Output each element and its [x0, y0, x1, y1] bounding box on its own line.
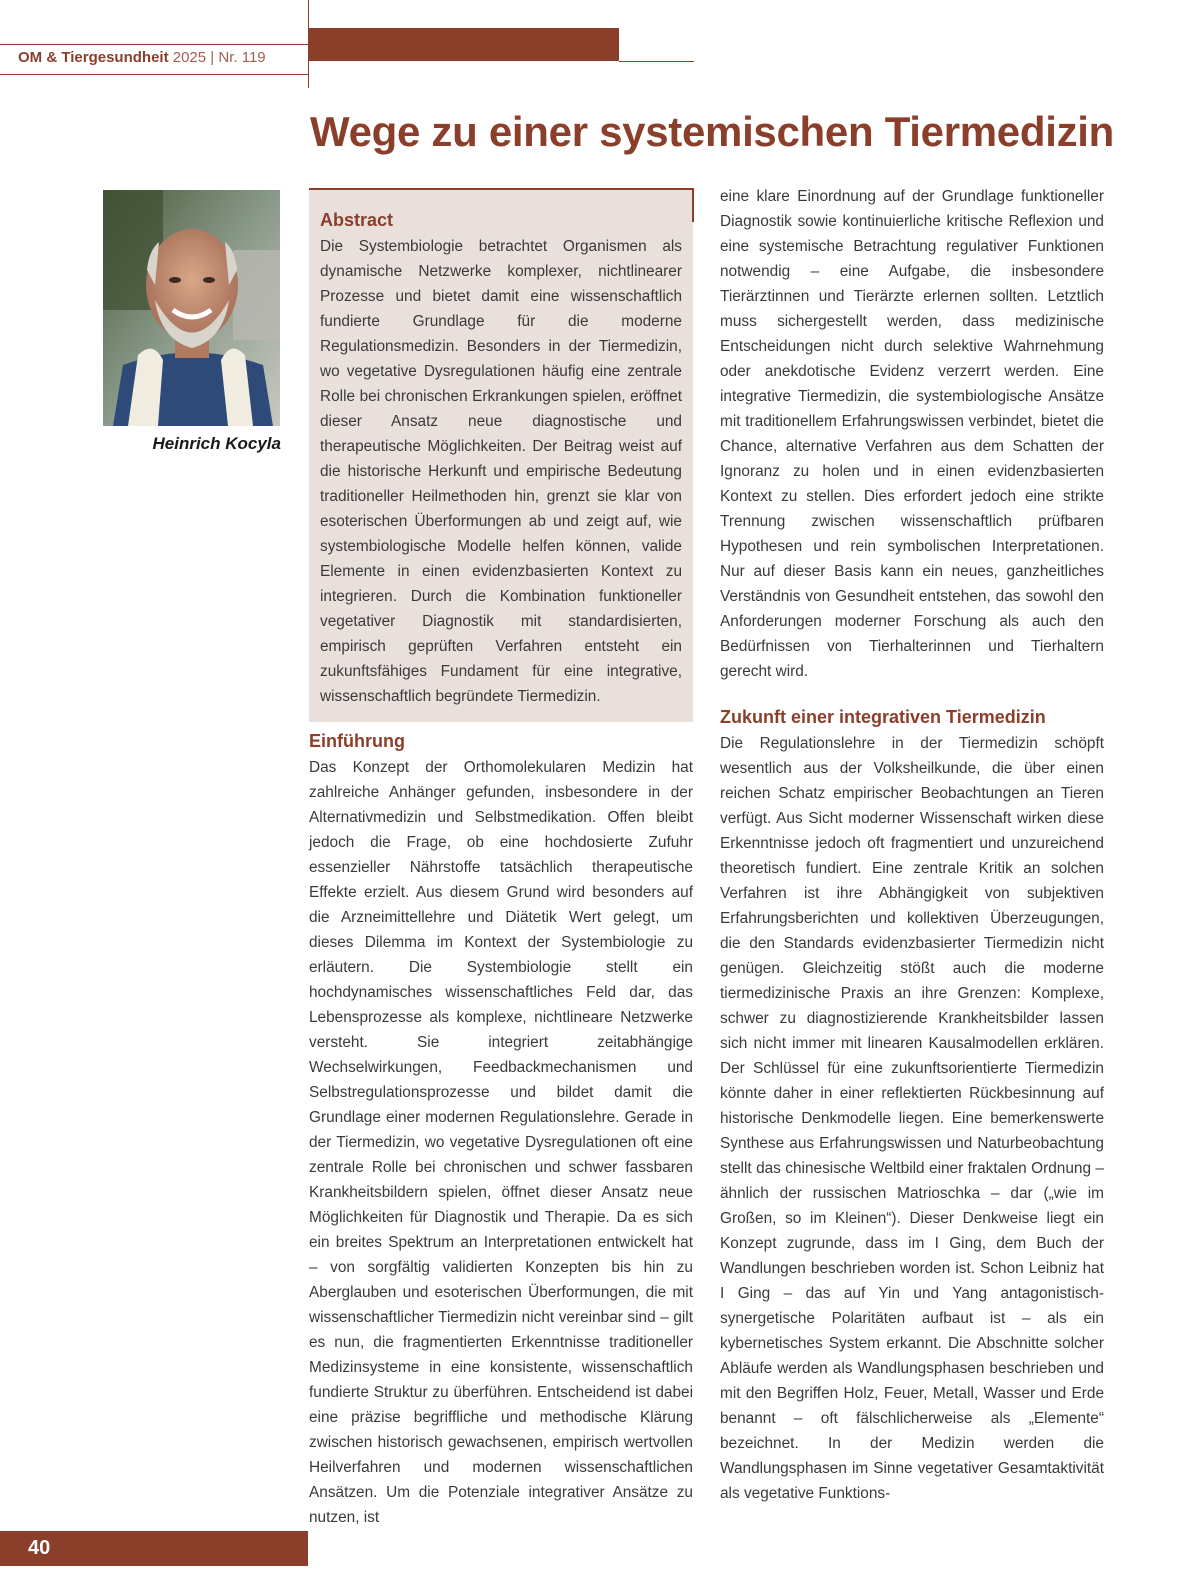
journal-year: 2025 — [172, 49, 207, 66]
future-heading: Zukunft einer integrativen Tiermedizin — [720, 707, 1046, 727]
journal-issue: Nr. 119 — [218, 49, 266, 66]
page-number: 40 — [28, 1537, 51, 1559]
header-rule-top — [0, 44, 308, 45]
abstract-text: Die Systembiologie betrachtet Organismen als dynamische Netzwerke komplexer, nichtlinearer Prozesse und bietet damit eine wissenschaftlich fundierte Grundlage für die moderne Regulationsmedizin. Besonders in der Tiermedizin, wo vegetative Dysregulationen häufig eine zentrale Rolle bei chronischen Erkrankungen spielen, eröffnet dieser Ansatz neue diagnostische und therapeutische Möglichkeiten. Der Beitrag weist auf die historische Herkunft und empirische Bedeutung traditioneller Heilmethoden hin, grenzt sie klar von esoterischen Überformungen ab und zeigt auf, wie systembiologische Modelle helfen können, valide Elemente in einen evidenzbasierten Kontext zu integrieren. Durch die Kombination funktioneller vegetativer Diagnostik mit standardisierten, empirisch geprüften Verfahren entsteht ein zukunftsfähiges Fundament für eine integrative, wissenschaftlich begründete Tiermedizin. — [320, 238, 682, 705]
header-accent-line — [619, 61, 694, 62]
abstract-heading: Abstract — [320, 210, 394, 230]
author-portrait-image — [103, 190, 280, 426]
journal-header — [18, 49, 266, 66]
future-text: Die Regulationslehre in der Tiermedizin schöpft wesentlich aus der Volksheilkunde, die über einen reichen Schatz empirischer Beobachtungen an Tieren verfügt. Aus Sicht moderner Wissenschaft wirken diese Erkenntnisse jedoch oft fragmentiert und unzureichend theoretisch fundiert. Eine zentrale Kritik an solchen Verfahren ist ihre Abhängigkeit von subjektiven Erfahrungsberichten und kollektiven Überzeugungen, die den Standards evidenzbasierter Tiermedizin nicht genügen. Gleichzeitig stößt auch die moderne tiermedizinische Praxis an ihre Grenzen: Komplexe, schwer zu diagnostizierende Krankheitsbilder lassen sich nicht immer mit linearen Kausalmodellen erklären. Der Schlüssel für eine zukunftsorientierte Tiermedizin könnte daher in einer reflektierten Rückbesinnung auf historische Denkmodelle liegen. Eine bemerkenswerte Synthese aus Erfahrungswissen und Naturbeobachtung stellt das chinesische Weltbild einer fraktalen Ordnung – ähnlich der russischen Matrioschka – dar („wie im Großen, so im Kleinen“). Dieser Denkweise liegt ein Konzept zugrunde, dass im I Ging, dem Buch der Wandlungen beschrieben worden ist. Schon Leibniz hat I Ging – das auf Yin und Yang antagonistisch-synergetische Polaritäten aufbaut ist – als ein kybernetisches System erkannt. Die Abschnitte solcher Abläufe werden als Wandlungsphasen beschrieben und mit den Begriffen Holz, Feuer, Metall, Wasser und Erde benannt – oft fälschlicherweise als „Elemente“ bezeichnet. In der Medizin werden die Wandlungsphasen im Sinne vegetativer Gesamtaktivität als vegetative Funktions- — [720, 735, 1104, 1502]
journal-separator: | — [210, 49, 215, 66]
header-accent-bar — [309, 28, 619, 61]
journal-name: OM & Tiergesundheit — [18, 49, 169, 66]
continuation-text: eine klare Einordnung auf der Grundlage funktioneller Diagnostik sowie kontinuierliche kritische Reflexion und eine systemische Betrachtung regulativer Funktionen notwendig – eine Aufgabe, die insbesondere Tierärztinnen und Tierärzte erlernen sollten. Letztlich muss sichergestellt werden, dass medizinische Entscheidungen nicht durch selektive Wahrnehmung oder anekdotische Evidenz verzerrt werden. Eine integrative Tiermedizin, die systembiologische Ansätze mit traditionellem Erfahrungswissen verbindet, bietet die Chance, alternative Verfahren aus dem Schatten der Ignoranz zu holen und in einen evidenzbasierten Kontext zu stellen. Dies erfordert jedoch eine strikte Trennung zwischen wissenschaftlich prüfbaren Hypothesen und rein symbolischen Interpretationen. Nur auf dieser Basis kann ein neues, ganzheitliches Verständnis von Gesundheit entstehen, das sowohl den Anforderungen moderner Forschung als auch den Bedürfnissen von Tierhalterinnen und Tierhaltern gerecht wird. — [720, 188, 1104, 680]
intro-text: Das Konzept der Orthomolekularen Medizin hat zahlreiche Anhänger gefunden, insbesondere in der Alternativmedizin und Selbstmedikation. Offen bleibt jedoch die Frage, ob eine hochdosierte Zufuhr essenzieller Nährstoffe tatsächlich therapeutische Effekte erzielt. Aus diesem Grund wird besonders auf die Arzneimittellehre und Diätetik Wert gelegt, um dieses Dilemma im Kontext der Systembiologie zu erläutern. Die Systembiologie stellt ein hochdynamisches wissenschaftliches Feld dar, das Lebensprozesse als komplexe, nichtlineare Netzwerke versteht. Sie integriert zeitabhängige Wechselwirkungen, Feedbackmechanismen und Selbstregulationsprozesse und bildet damit die Grundlage einer modernen Regulationslehre. Gerade in der Tiermedizin, wo vegetative Dysregulationen oft eine zentrale Rolle bei chronischen und schwer fassbaren Krankheitsbildern spielen, öffnet dieser Ansatz neue Möglichkeiten für Diagnostik und Therapie. Da es sich ein breites Spektrum an Interpretationen entwickelt hat – von sorgfältig validierten Konzepten bis hin zu Aberglauben und esoterischen Überformungen, die mit wissenschaftlicher Tiermedizin nicht vereinbar sind – gilt es nun, die fragmentierten Erkenntnisse traditioneller Medizinsysteme in eine konsistente, wissenschaftlich fundierte Struktur zu überführen. Entscheidend ist dabei eine präzise begriffliche und methodische Klärung zwischen historisch gewachsenen, empirisch wertvollen Heilverfahren und modernen wissenschaftlichen Ansätzen. Um die Potenziale integrativer Ansätze zu nutzen, ist — [309, 759, 693, 1526]
author-photo — [103, 190, 280, 426]
author-caption: Heinrich Kocyla — [152, 434, 281, 453]
intro-heading: Einführung — [309, 731, 405, 751]
header-rule-bottom — [0, 74, 308, 75]
abstract-corner-rule — [692, 188, 694, 222]
article-title: Wege zu einer systemischen Tiermedizin — [310, 108, 1115, 155]
